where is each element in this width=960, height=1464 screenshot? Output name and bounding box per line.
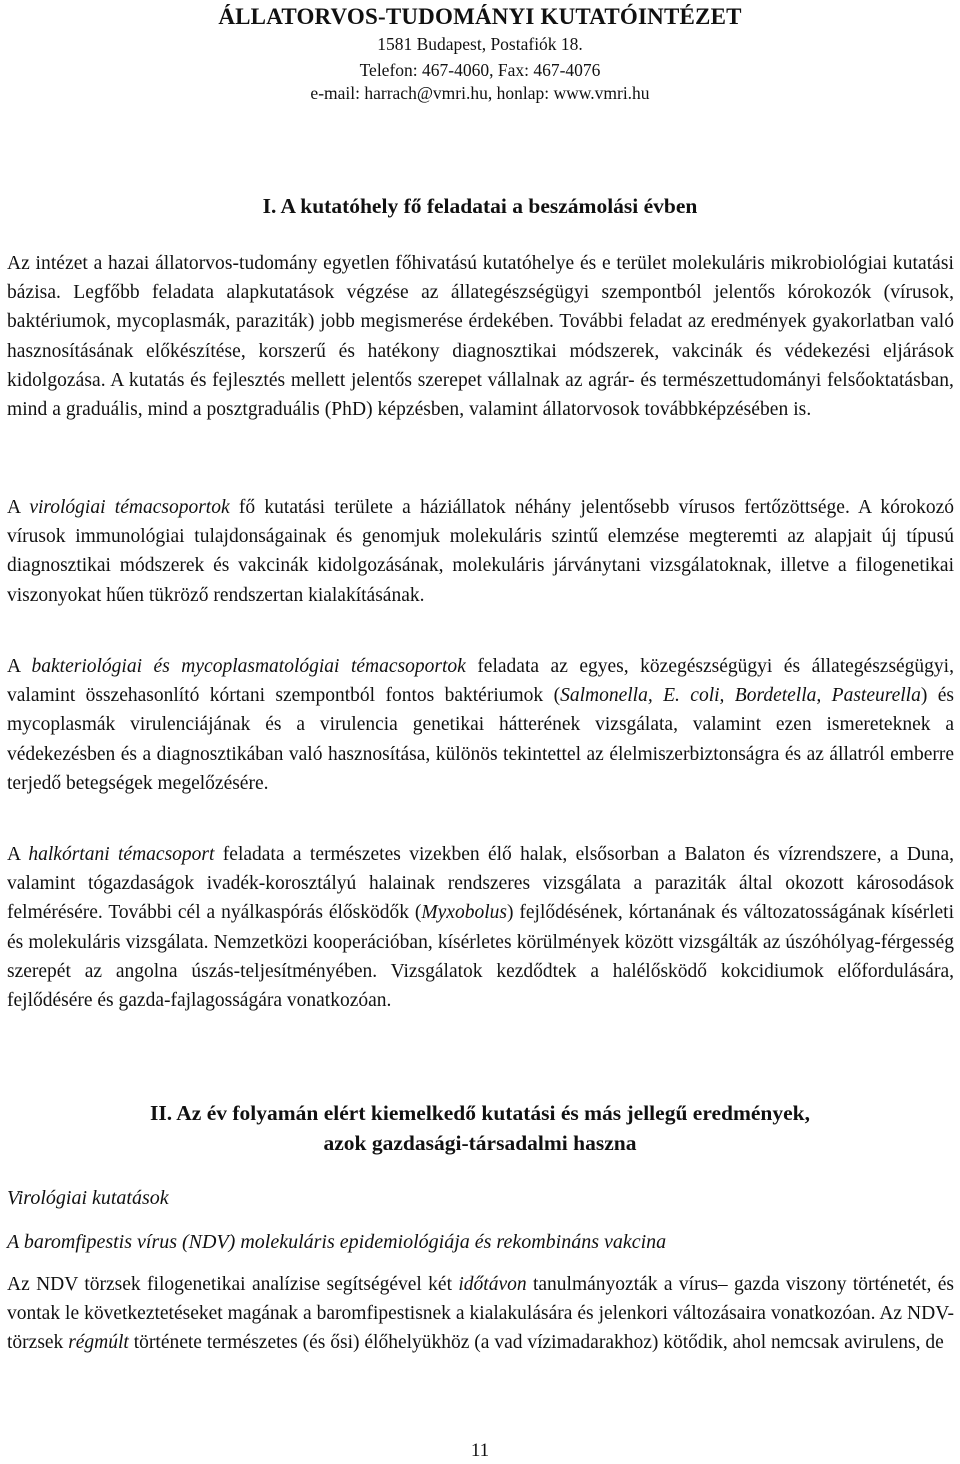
institute-email-web: e-mail: harrach@vmri.hu, honlap: www.vmri.hu [310, 83, 650, 103]
italic-run: virológiai témacsoportok [29, 497, 230, 518]
text-run: fő kutatási területe a háziállatok néhány jelentősebb vírusos fertőzöttsége. A kórokozó vírusok immunológiai tulajdonságainak és genomjuk molekuláris szintű elemzése megteremti az alapjait új típusú diagnosztikai módszerek és vakcinák kidolgozásának, molekuláris járványtani vizsgálatoknak, illetve a filogenetikai viszonyokat hűen tükröző rendszertan kialakításának. [7, 497, 954, 606]
italic-run: időtávon [458, 1274, 527, 1295]
section-1-paragraph-2 [7, 493, 954, 610]
text-run: A [7, 497, 30, 518]
text-run: tanulmányozták a vírus– gazda viszony történetét, és vontak le következtetéseket magának a baromfipestisnek a kialakulására és jelenkori változásaira vonatkozóan. Az NDV-törzsek [7, 1274, 954, 1354]
italic-run: Myxobolus [421, 902, 507, 924]
text-run: feladata az egyes, közegészségügyi és állategészségügyi, valamint összehasonlító kórtani szempontból fontos baktériumok ( [7, 656, 954, 707]
subheading-virology: Virológiai kutatások [7, 1187, 169, 1209]
section-1-paragraph-4 [7, 840, 954, 1015]
section-1-title: I. A kutatóhely fő feladatai a beszámolási évben [262, 194, 698, 218]
text-run: története természetes (és ősi) élőhelyükhöz (a vad vízimadarakhoz) kötődik, ahol nemcsak avirulens, de [128, 1332, 944, 1354]
italic-run: halkórtani témacsoport [28, 844, 215, 865]
institute-phone-fax: Telefon: 467-4060, Fax: 467-4076 [359, 60, 601, 80]
section-1-paragraph-3 [7, 652, 954, 798]
institute-address: 1581 Budapest, Postafiók 18. [377, 34, 583, 54]
institute-name: ÁLLATORVOS-TUDOMÁNYI KUTATÓINTÉZET [218, 4, 742, 29]
text-run: ) és mycoplasmák virulenciájának és a virulencia genetikai hátterének vizsgálata, valamint ezen ismereteknek a védekezésben és a diagnosztikában való hasznosítása, különös tekintettel az élelmiszerbiztonságra és az állatról emberre terjedő betegségek megelőzésére. [7, 685, 954, 794]
italic-run: régmúlt [68, 1332, 129, 1354]
section-2-title-line-1: II. Az év folyamán elért kiemelkedő kutatási és más jellegű eredmények, [149, 1101, 811, 1125]
topic-ndv: A baromfipestis vírus (NDV) molekuláris epidemiológiája és rekombináns vakcina [7, 1231, 667, 1253]
text-run: A [7, 844, 29, 865]
italic-run: bakteriológiai és mycoplasmatológiai témacsoportok [31, 656, 466, 677]
section-2-paragraph-1 [7, 1270, 954, 1358]
text-run: ) fejlődésének, kórtanának és változatosságának kísérleti és molekuláris vizsgálata. Nemzetközi kooperációban, kísérletes körülmények között vizsgálták az úszóhólyag-férgesség szerepét az angolna úszás-teljesítményében. Vizsgálatok kezdődtek a halélősködő kokcidiumok előfordulására, fejlődésére és gazda-fajlagosságára vonatkozóan. [7, 902, 954, 1012]
page-number: 11 [470, 1440, 490, 1461]
text-run: feladata a természetes vizekben élő halak, elsősorban a Balaton és vízrendszere, a Duna, valamint tógazdaságok ivadék-korosztályú halainak rendszeres vizsgálata a paraziták által okozott károsodások felmérésére. További cél a nyálkaspórás élősködők ( [7, 844, 954, 924]
text-run: A [7, 656, 32, 677]
italic-run: Salmonella, E. coli, Bordetella, Pasteurella [560, 685, 921, 707]
text-run: Az NDV törzsek filogenetikai analízise segítségével két [7, 1274, 459, 1295]
section-1-paragraph-1: Az intézet a hazai állatorvos-tudomány egyetlen főhivatású kutatóhelye és e terület molekuláris mikrobiológiai kutatási bázisa. Legfőbb feladata alapkutatások végzése az állategészségügyi szempontból jelentős kórokozók (vírusok, baktériumok, mycoplasmák, paraziták) jobb megismerése érdekében. További feladat az eredmények gyakorlatban való hasznosításának előkészítése, korszerű és hatékony diagnosztikai módszerek, vakcinák és védekezési eljárások kidolgozása. A kutatás és fejlesztés mellett jelentős szerepet vállalnak az agrár- és természettudományi felsőoktatásban, mind a graduális, mind a posztgraduális (PhD) képzésben, valamint állatorvosok továbbképzésében is. [7, 253, 954, 421]
section-2-title-line-2: azok gazdasági-társadalmi haszna [323, 1131, 637, 1155]
